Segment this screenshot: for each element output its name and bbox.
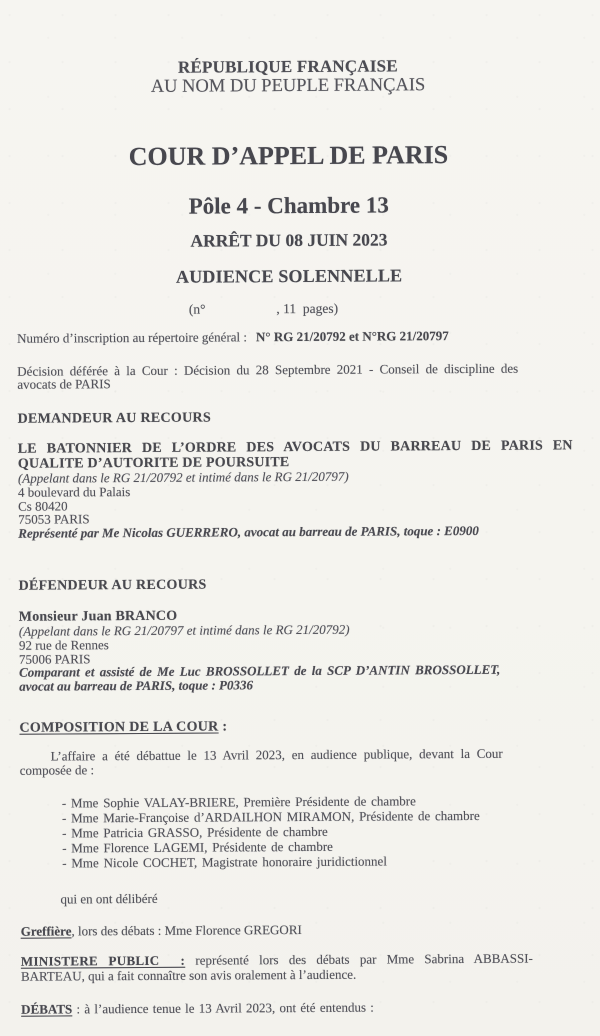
court-composition-heading-title: COMPOSITION DE LA COUR bbox=[19, 719, 219, 736]
respondent-name: Monsieur Juan BRANCO bbox=[18, 608, 178, 625]
judge-list-item: - Mme Patricia GRASSO, Présidente de chambre bbox=[62, 823, 328, 841]
registry-number-value: N° RG 21/20792 et N°RG 21/20797 bbox=[255, 328, 449, 345]
public-ministry-paragraph bbox=[21, 951, 533, 984]
public-ministry-line1 bbox=[21, 951, 533, 969]
respondent-representation-line2: avocat au barreau de PARIS, toque : P0336 bbox=[19, 677, 253, 694]
referred-decision-line1: Décision déférée à la Cour : Décision du 28 Septembre 2021 - Conseil de discipline des bbox=[17, 360, 519, 379]
judge-list-item: - Mme Florence LAGEMI, Présidente de chambre bbox=[62, 838, 333, 856]
claimant-party-block bbox=[18, 438, 574, 540]
judgment-date-title: ARRÊT DU 08 JUIN 2023 bbox=[190, 229, 388, 251]
respondent-party-block bbox=[19, 606, 575, 693]
referred-decision-line2: avocats de PARIS bbox=[17, 376, 111, 393]
clerk-line bbox=[21, 921, 576, 939]
debates-text: : à l’audience tenue le 13 Avril 2023, ont été entendus : bbox=[72, 1000, 374, 1017]
composition-intro bbox=[20, 746, 575, 777]
republic-header-line2: AU NOM DU PEUPLE FRANÇAIS bbox=[150, 75, 426, 97]
composition-intro-line2: composée de : bbox=[19, 762, 95, 778]
hearing-type-title: AUDIENCE SOLENNELLE bbox=[175, 265, 403, 287]
composition-intro-line1: L’affaire a été débattue le 13 Avril 2023, en audience publique, devant la Cour bbox=[50, 745, 503, 764]
debates-line bbox=[21, 999, 576, 1017]
claimant-address-line1: 4 boulevard du Palais bbox=[17, 483, 131, 500]
claimant-address-line2: Cs 80420 bbox=[18, 498, 68, 514]
claimant-representation: Représenté par Me Nicolas GUERRERO, avocat au barreau de PARIS, toque : E0900 bbox=[18, 523, 479, 542]
claimant-name-line2: QUALITE D’AUTORITE DE POURSUITE bbox=[17, 455, 290, 472]
referred-decision bbox=[17, 361, 572, 392]
claimant-section-heading: DEMANDEUR AU RECOURS bbox=[17, 410, 212, 427]
respondent-address-line1: 92 rue de Rennes bbox=[18, 637, 109, 653]
respondent-section-heading: DÉFENDEUR AU RECOURS bbox=[18, 577, 207, 594]
court-composition-heading bbox=[19, 717, 574, 735]
respondent-representation-line1: Comparant et assisté de Me Luc BROSSOLLET de la SCP D’ANTIN BROSSOLLET, bbox=[19, 662, 501, 681]
registry-number-line bbox=[17, 328, 572, 346]
claimant-role-note: (Appelant dans le RG 21/20792 et intimé dans le RG 21/20797) bbox=[17, 468, 349, 486]
clerk-label: Greffière bbox=[20, 923, 72, 940]
claimant-address-line3: 75053 PARIS bbox=[18, 511, 90, 528]
public-ministry-line1-text: représenté lors des débats par Mme Sabrina ABBASSI- bbox=[185, 951, 533, 969]
deliberation-note: qui en ont délibéré bbox=[60, 890, 158, 907]
clerk-text: , lors des débats : Mme Florence GREGORI bbox=[71, 922, 302, 939]
republic-header bbox=[15, 55, 560, 97]
republic-header-line1: RÉPUBLIQUE FRANÇAISE bbox=[177, 56, 398, 77]
page-count-note: (n° , 11 pages) bbox=[188, 300, 339, 317]
registry-number-label: Numéro d’inscription au répertoire général : bbox=[17, 329, 248, 346]
judge-list-item: - Mme Nicole COCHET, Magistrate honoraire juridictionnel bbox=[62, 853, 387, 871]
respondent-role-note: (Appelant dans le RG 21/20797 et intimé dans le RG 21/20792) bbox=[18, 621, 350, 639]
chamber-title: Pôle 4 - Chambre 13 bbox=[188, 192, 389, 219]
judge-list bbox=[62, 792, 575, 870]
respondent-address-line2: 75006 PARIS bbox=[18, 650, 91, 667]
debates-label: DÉBATS bbox=[21, 1001, 73, 1018]
court-title: COUR D’APPEL DE PARIS bbox=[128, 140, 449, 172]
claimant-name-line1: LE BATONNIER DE L’ORDRE DES AVOCATS DU BARREAU DE PARIS EN bbox=[17, 438, 573, 457]
public-ministry-label: MINISTERE PUBLIC : bbox=[20, 953, 186, 970]
judge-list-item: - Mme Sophie VALAY-BRIERE, Première Présidente de chambre bbox=[61, 792, 416, 811]
judge-list-item: - Mme Marie-Françoise d’ARDAILHON MIRAMON, Présidente de chambre bbox=[61, 807, 480, 826]
court-composition-heading-colon: : bbox=[218, 719, 228, 735]
public-ministry-line2: BARTEAU, qui a fait connaître son avis oralement à l’audience. bbox=[20, 967, 357, 985]
